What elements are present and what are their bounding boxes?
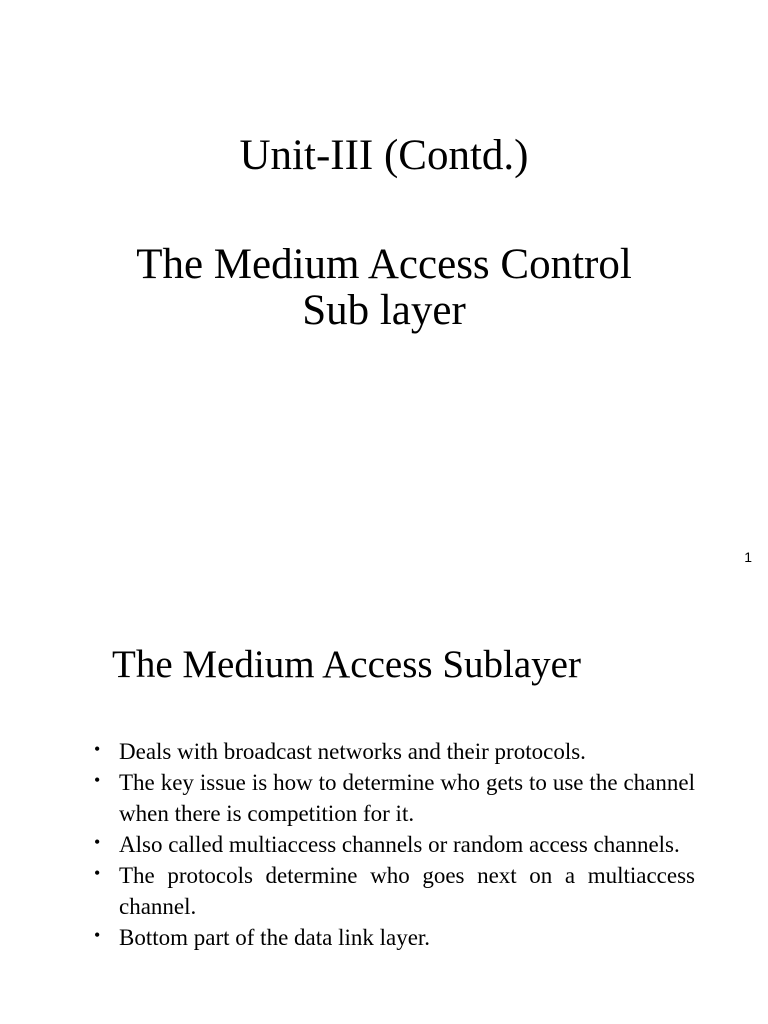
page-number: 1	[744, 549, 752, 565]
bullet-marker: •	[94, 832, 101, 852]
subtitle-line-2: Sub layer	[302, 287, 466, 334]
bullet-text: Bottom part of the data link layer.	[119, 925, 431, 950]
bullet-marker: •	[94, 739, 101, 759]
bullet-text: Deals with broadcast networks and their protocols.	[119, 739, 586, 764]
bullet-marker: •	[94, 863, 101, 883]
slide-title: The Medium Access Sublayer	[112, 643, 581, 686]
unit-title: Unit-III (Contd.)	[239, 132, 529, 179]
subtitle-line-1: The Medium Access Control	[136, 241, 632, 288]
list-item	[94, 767, 695, 829]
bullet-text: Also called multiaccess channels or random access channels.	[119, 832, 680, 857]
bullet-list	[94, 736, 695, 953]
list-item	[94, 922, 695, 953]
slide-2	[0, 576, 768, 1024]
list-item	[94, 736, 695, 767]
bullet-marker: •	[94, 770, 101, 790]
bullet-text: The key issue is how to determine who gets to use the channel when there is competition for it.	[119, 770, 695, 826]
list-item	[94, 829, 695, 860]
bullet-marker: •	[94, 925, 101, 945]
slide-subtitle	[0, 242, 768, 334]
bullet-text: The protocols determine who goes next on a multiaccess channel.	[119, 863, 695, 919]
list-item	[94, 860, 695, 922]
